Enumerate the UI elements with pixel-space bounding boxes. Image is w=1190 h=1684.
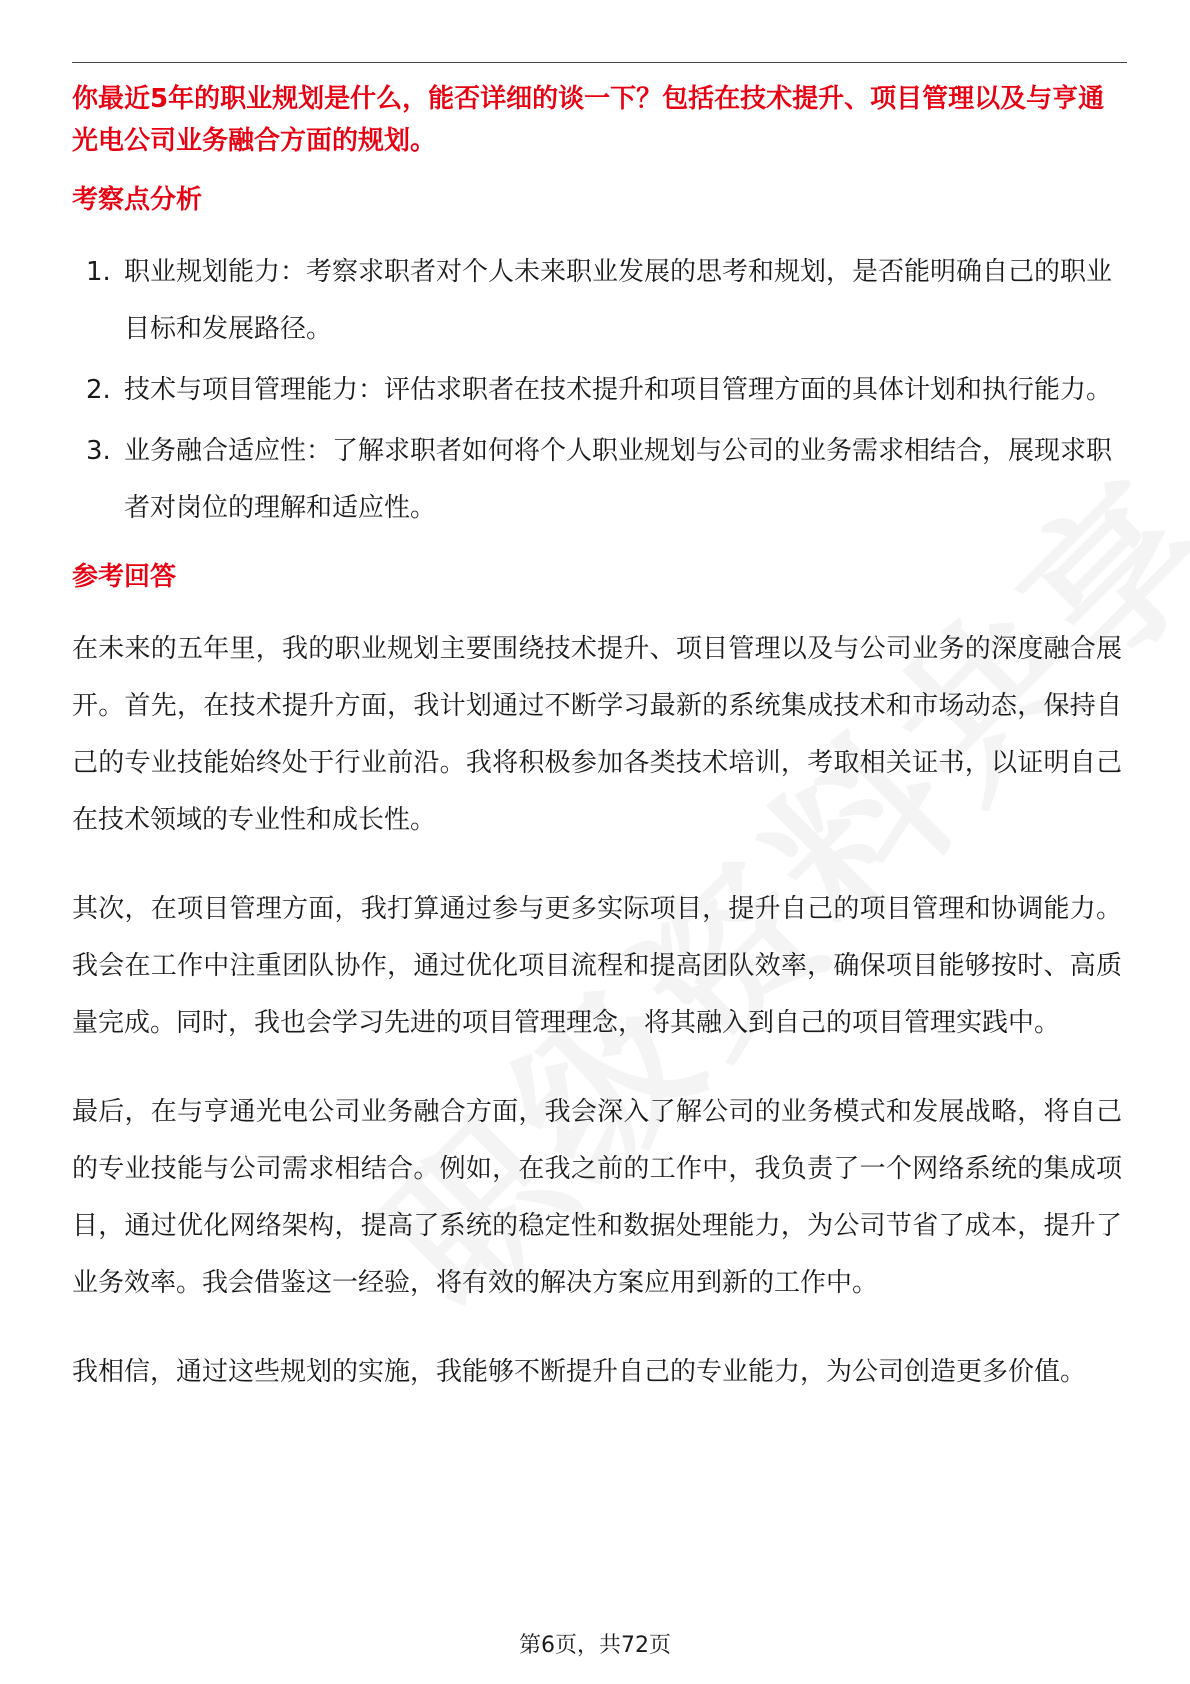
- analysis-point: [72, 244, 1122, 358]
- page-content: [72, 78, 1122, 1433]
- point-number: 3.: [86, 436, 111, 466]
- answer-paragraph: 最后，在与亨通光电公司业务融合方面，我会深入了解公司的业务模式和发展战略，将自己的专业技能与公司需求相结合。例如，在我之前的工作中，我负责了一个网络系统的集成项目，通过优化网络架构，提高了系统的稳定性和数据处理能力，为公司节省了成本，提升了业务效率。我会借鉴这一经验，将有效的解决方案应用到新的工作中。: [72, 1097, 1122, 1298]
- point-text: 职业规划能力：考察求职者对个人未来职业发展的思考和规划，是否能明确自己的职业目标和发展路径。: [124, 257, 1113, 344]
- answer-paragraph: 在未来的五年里，我的职业规划主要围绕技术提升、项目管理以及与公司业务的深度融合展开。首先，在技术提升方面，我计划通过不断学习最新的系统集成技术和市场动态，保持自己的专业技能始终处于行业前沿。我将积极参加各类技术培训，考取相关证书，以证明自己在技术领域的专业性和成长性。: [72, 634, 1122, 835]
- analysis-heading: 考察点分析: [72, 185, 203, 215]
- page-number: 第6页，共72页: [519, 1633, 671, 1658]
- answer-paragraph: 我相信，通过这些规划的实施，我能够不断提升自己的专业能力，为公司创造更多价值。: [72, 1357, 1087, 1387]
- point-text: 业务融合适应性：了解求职者如何将个人职业规划与公司的业务需求相结合，展现求职者对岗位的理解和适应性。: [124, 436, 1113, 523]
- answer-heading: 参考回答: [72, 562, 177, 592]
- analysis-point: [72, 362, 1122, 419]
- point-number: 2.: [86, 375, 111, 405]
- header-divider: [72, 62, 1127, 63]
- answer-paragraph: 其次，在项目管理方面，我打算通过参与更多实际项目，提升自己的项目管理和协调能力。我会在工作中注重团队协作，通过优化项目流程和提高团队效率，确保项目能够按时、高质量完成。同时，我也会学习先进的项目管理理念，将其融入到自己的项目管理实践中。: [72, 894, 1122, 1038]
- analysis-list: [72, 244, 1122, 537]
- analysis-point: [72, 423, 1122, 537]
- interview-question: 你最近5年的职业规划是什么，能否详细的谈一下？包括在技术提升、项目管理以及与亨通光电公司业务融合方面的规划。: [72, 84, 1105, 156]
- point-number: 1.: [86, 257, 111, 287]
- point-text: 技术与项目管理能力：评估求职者在技术提升和项目管理方面的具体计划和执行能力。: [124, 375, 1113, 405]
